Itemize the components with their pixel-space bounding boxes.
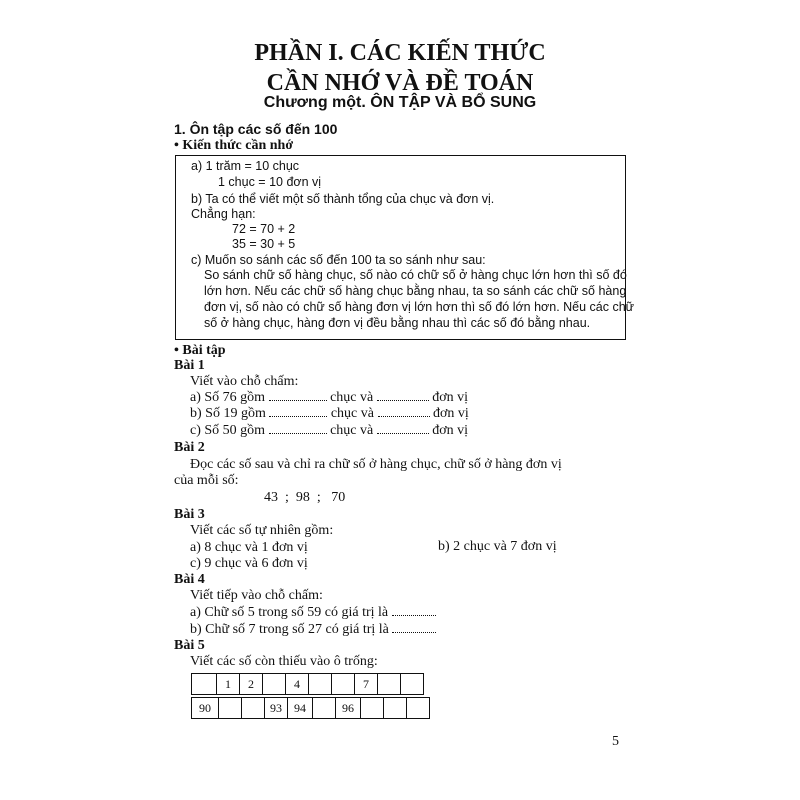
bai3-item-a: a) 8 chục và 1 đơn vị <box>190 540 308 555</box>
number-grid-row1 <box>191 673 424 695</box>
grid-cell[interactable] <box>378 674 401 695</box>
grid-cell[interactable]: 94 <box>288 698 313 719</box>
grid-cell[interactable] <box>263 674 286 695</box>
bai4-item-b <box>190 622 436 638</box>
bai2-title: Bài 2 <box>174 440 205 455</box>
bai1-instruction: Viết vào chỗ chấm: <box>190 374 299 389</box>
bai2-line1: Đọc các số sau và chỉ ra chữ số ở hàng chục, chữ số ở hàng đơn vị <box>190 457 562 472</box>
bai4-item-a <box>190 605 436 621</box>
bai3-title: Bài 3 <box>174 507 205 522</box>
grid-cell[interactable]: 96 <box>336 698 361 719</box>
grid-cell[interactable]: 93 <box>265 698 288 719</box>
bai5-instruction: Viết các số còn thiếu vào ô trống: <box>190 654 378 669</box>
bai4-title: Bài 4 <box>174 572 205 587</box>
chapter-title: Chương một. ÔN TẬP VÀ BỔ SUNG <box>263 94 537 111</box>
box-line-c3: lớn hơn. Nếu các chữ số hàng chục bằng nhau, ta so sánh các chữ số hàng <box>204 284 627 298</box>
box-line-b3: 72 = 70 + 2 <box>232 222 296 236</box>
number-grid-row2 <box>191 697 430 719</box>
bai4-item-a-text: a) Chữ số 5 trong số 59 có giá trị là <box>190 605 389 620</box>
part-title-line1: PHẦN I. CÁC KIẾN THỨC <box>254 40 546 66</box>
grid-cell[interactable] <box>361 698 384 719</box>
grid-cell[interactable]: 7 <box>355 674 378 695</box>
grid-cell[interactable] <box>401 674 424 695</box>
grid-cell[interactable]: 90 <box>192 698 219 719</box>
grid-cell[interactable]: 2 <box>240 674 263 695</box>
bai1-row <box>190 423 468 439</box>
answer-blank[interactable] <box>377 390 429 401</box>
grid-cell[interactable] <box>309 674 332 695</box>
bai1-row-b-mid: chục và <box>330 406 374 421</box>
answer-blank[interactable] <box>269 406 327 417</box>
part-title-line2: CẦN NHỚ VÀ ĐỀ TOÁN <box>266 70 534 96</box>
bai1-row-c-mid: chục và <box>330 423 374 438</box>
bai1-title: Bài 1 <box>174 358 205 373</box>
bai1-row-b-end: đơn vị <box>433 406 469 421</box>
bai4-item-b-text: b) Chữ số 7 trong số 27 có giá trị là <box>190 622 389 637</box>
bai1-row-b-label: b) Số 19 gồm <box>190 406 266 421</box>
grid-cell[interactable] <box>219 698 242 719</box>
box-line-b4: 35 = 30 + 5 <box>232 237 296 251</box>
grid-cell[interactable] <box>384 698 407 719</box>
answer-blank[interactable] <box>269 423 327 434</box>
bai1-row <box>190 390 468 406</box>
box-line-c4: đơn vị, số nào có chữ số hàng đơn vị lớn hơn thì số đó lớn hơn. Nếu các chữ <box>204 300 635 314</box>
bai5-title: Bài 5 <box>174 638 205 653</box>
box-line-b2: Chẳng hạn: <box>191 207 256 221</box>
grid-cell[interactable]: 4 <box>286 674 309 695</box>
box-line-b1: b) Ta có thể viết một số thành tổng của chục và đơn vị. <box>191 192 495 206</box>
box-line-c1: c) Muốn so sánh các số đến 100 ta so sánh như sau: <box>191 253 486 267</box>
box-line-a1: a) 1 trăm = 10 chục <box>191 159 300 173</box>
bai1-row-a-mid: chục và <box>330 390 374 405</box>
answer-blank[interactable] <box>392 605 436 616</box>
box-line-a2: 1 chục = 10 đơn vị <box>218 175 322 189</box>
bai1-row-c-end: đơn vị <box>432 423 469 438</box>
bai1-row-a-end: đơn vị <box>432 390 469 405</box>
box-line-c2: So sánh chữ số hàng chục, số nào có chữ số ở hàng chục lớn hơn thì số đó <box>204 268 627 282</box>
knowledge-heading: • Kiến thức cần nhớ <box>174 138 294 153</box>
grid-cell[interactable] <box>332 674 355 695</box>
grid-cell[interactable] <box>192 674 217 695</box>
grid-cell[interactable] <box>242 698 265 719</box>
exercises-heading: • Bài tập <box>174 343 226 358</box>
answer-blank[interactable] <box>378 406 430 417</box>
bai1-row-a-label: a) Số 76 gồm <box>190 390 266 405</box>
section-title: 1. Ôn tập các số đến 100 <box>174 121 338 137</box>
bai3-item-b: b) 2 chục và 7 đơn vị <box>438 539 557 554</box>
bai1-row <box>190 406 469 422</box>
box-line-c5: số ở hàng chục, hàng đơn vị đều bằng nhau thì các số đó bằng nhau. <box>204 316 591 330</box>
answer-blank[interactable] <box>269 390 327 401</box>
grid-cell[interactable] <box>313 698 336 719</box>
bai1-row-c-label: c) Số 50 gồm <box>190 423 266 438</box>
answer-blank[interactable] <box>392 622 436 633</box>
bai3-instruction: Viết các số tự nhiên gồm: <box>190 523 334 538</box>
bai2-numbers: 43 ; 98 ; 70 <box>264 490 346 505</box>
bai3-item-c: c) 9 chục và 6 đơn vị <box>190 556 308 571</box>
bai2-line2: của mỗi số: <box>174 473 239 488</box>
page-number: 5 <box>612 734 619 749</box>
answer-blank[interactable] <box>377 423 429 434</box>
grid-cell[interactable] <box>407 698 430 719</box>
bai4-instruction: Viết tiếp vào chỗ chấm: <box>190 588 323 603</box>
grid-cell[interactable]: 1 <box>217 674 240 695</box>
